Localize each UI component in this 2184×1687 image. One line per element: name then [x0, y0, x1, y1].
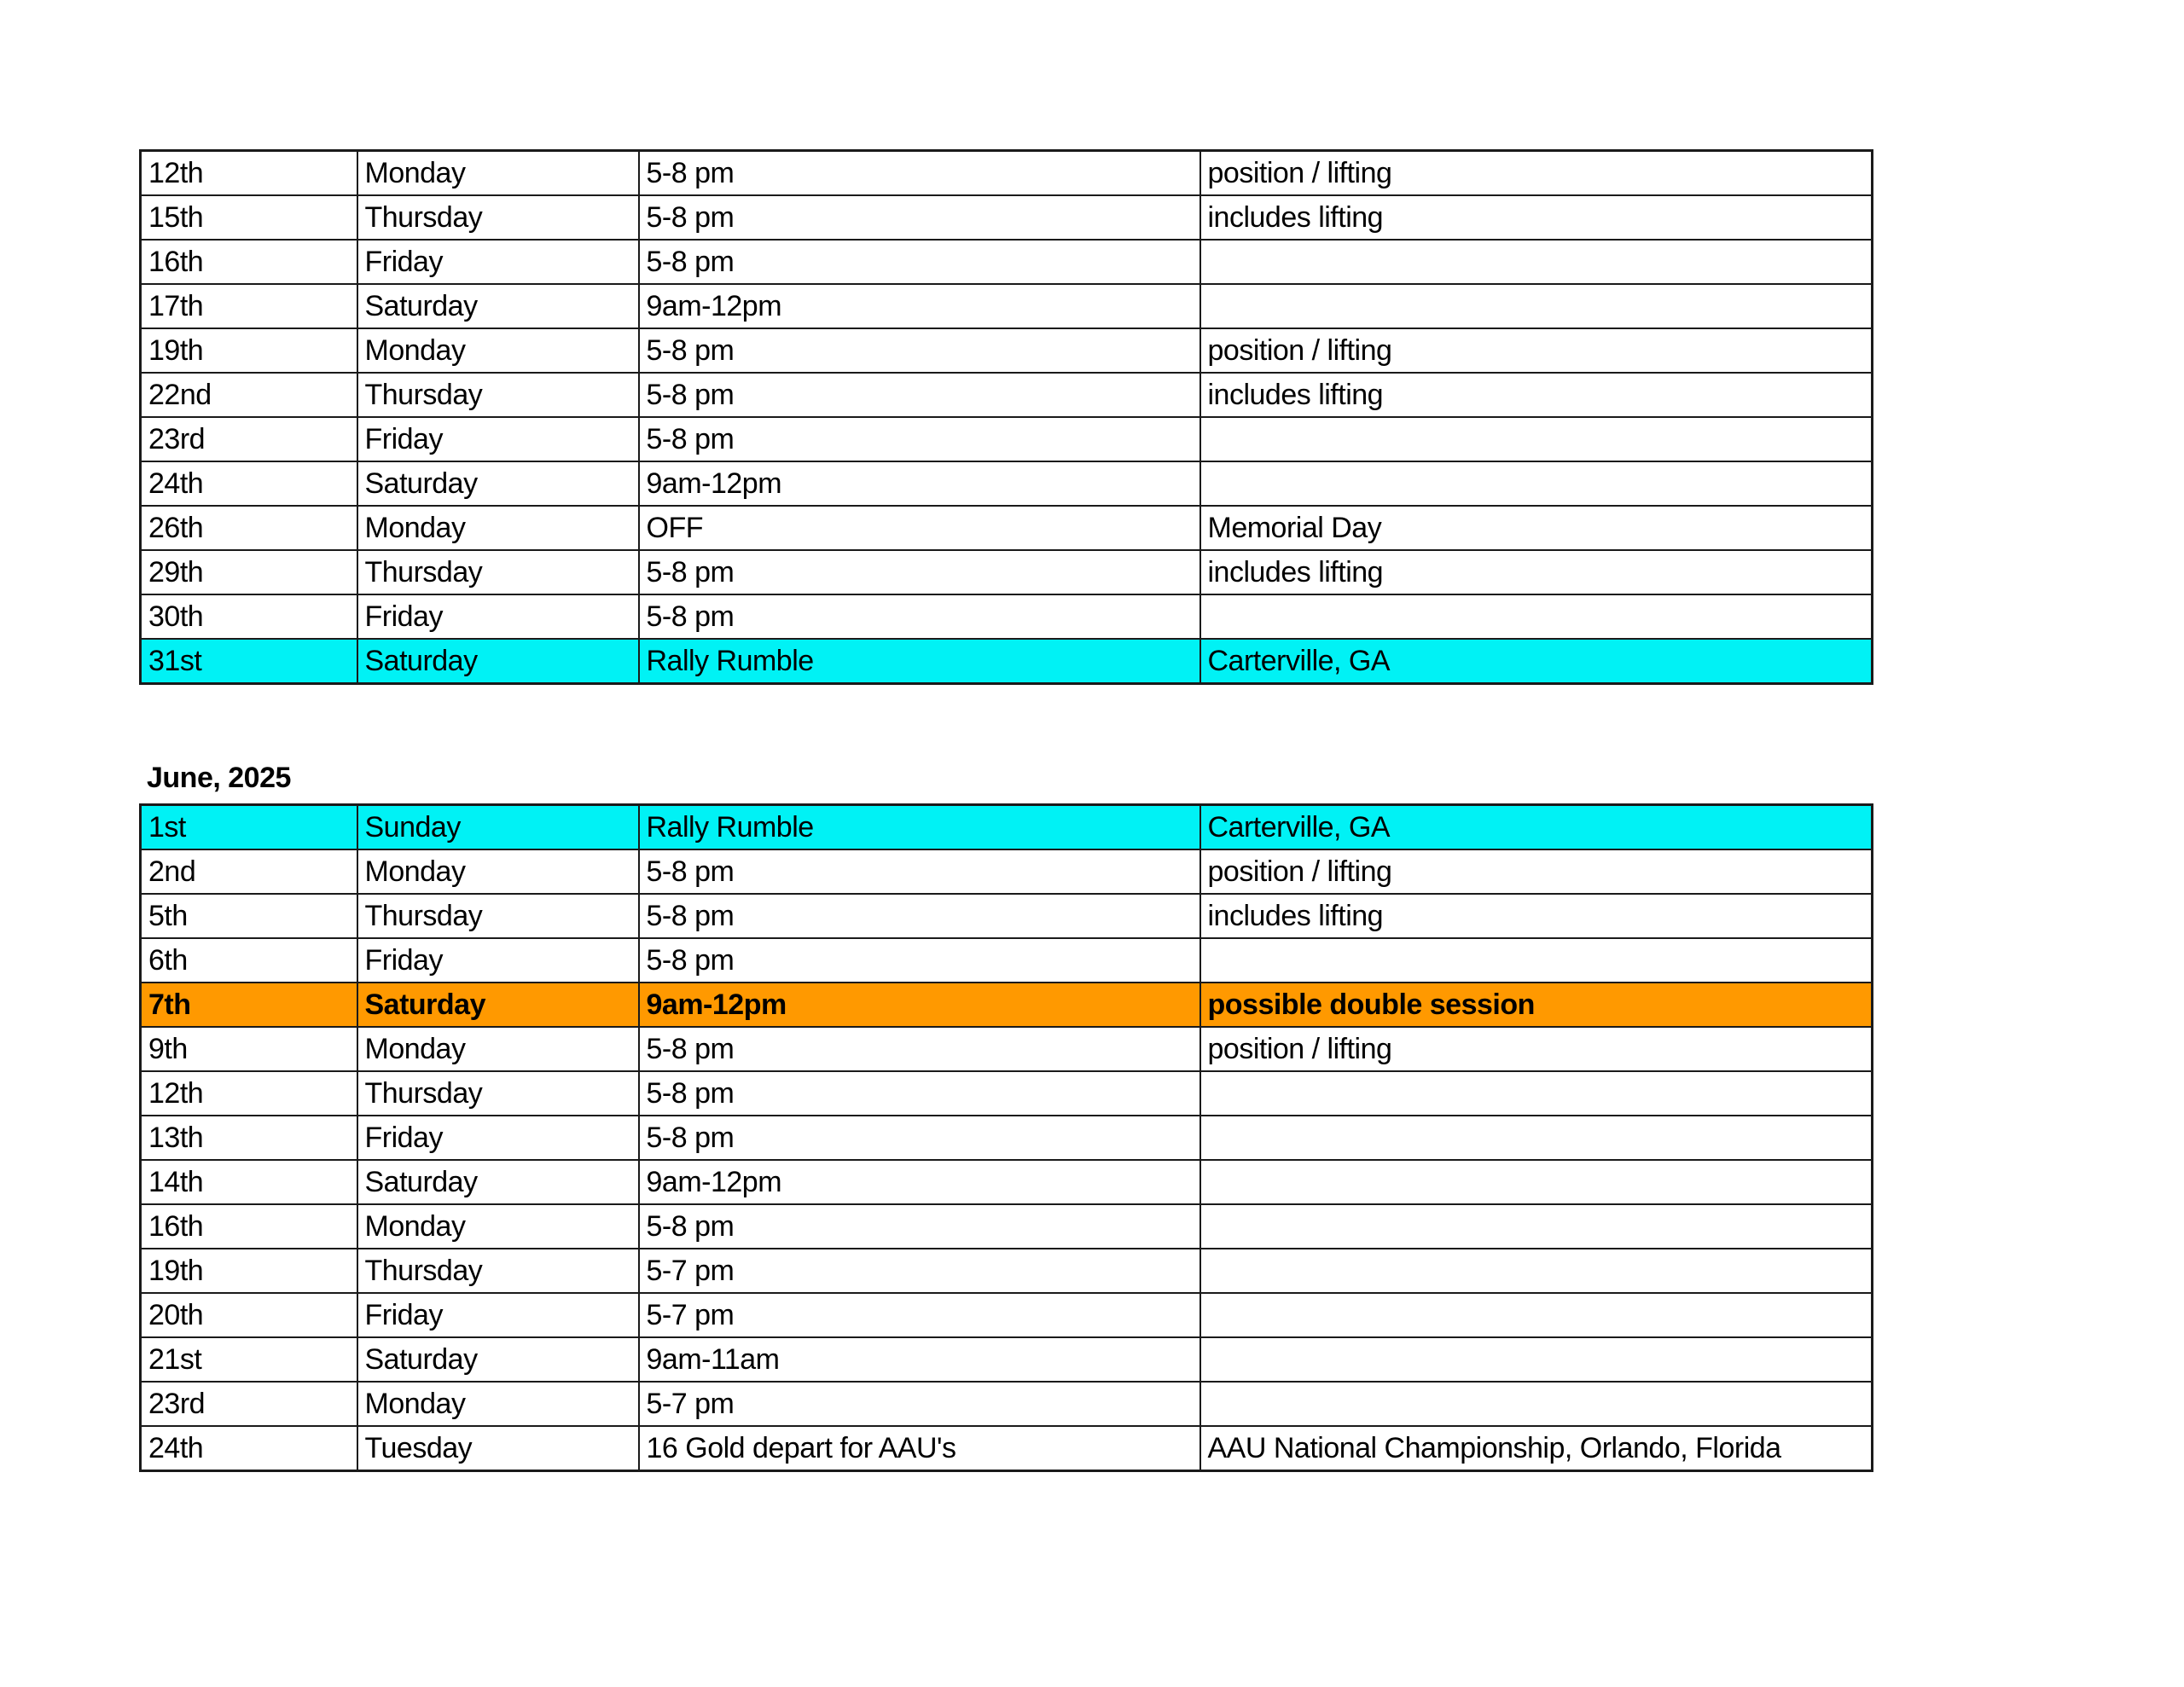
- cell-time: 5-8 pm: [639, 1071, 1200, 1116]
- cell-date: 17th: [141, 284, 357, 328]
- cell-date: 16th: [141, 1204, 357, 1249]
- cell-note: possible double session: [1200, 983, 1873, 1027]
- schedule-row: [141, 1382, 1873, 1426]
- cell-note: Memorial Day: [1200, 506, 1873, 550]
- cell-day: Friday: [357, 938, 639, 983]
- schedule-row: [141, 240, 1873, 284]
- cell-time: 9am-11am: [639, 1337, 1200, 1382]
- cell-day: Sunday: [357, 805, 639, 850]
- cell-note: [1200, 284, 1873, 328]
- cell-note: position / lifting: [1200, 849, 1873, 894]
- cell-note: [1200, 1293, 1873, 1337]
- cell-day: Monday: [357, 849, 639, 894]
- cell-note: [1200, 1337, 1873, 1382]
- cell-note: [1200, 1160, 1873, 1204]
- cell-date: 22nd: [141, 373, 357, 417]
- cell-day: Saturday: [357, 983, 639, 1027]
- cell-date: 12th: [141, 1071, 357, 1116]
- cell-note: Carterville, GA: [1200, 639, 1873, 684]
- cell-note: [1200, 461, 1873, 506]
- cell-note: [1200, 594, 1873, 639]
- cell-date: 31st: [141, 639, 357, 684]
- cell-date: 20th: [141, 1293, 357, 1337]
- cell-day: Friday: [357, 1293, 639, 1337]
- cell-date: 6th: [141, 938, 357, 983]
- cell-time: 9am-12pm: [639, 983, 1200, 1027]
- cell-date: 7th: [141, 983, 357, 1027]
- schedule-row: [141, 639, 1873, 684]
- cell-date: 24th: [141, 461, 357, 506]
- schedule-row: [141, 195, 1873, 240]
- cell-note: [1200, 938, 1873, 983]
- cell-note: position / lifting: [1200, 1027, 1873, 1071]
- cell-time: 5-8 pm: [639, 594, 1200, 639]
- cell-date: 1st: [141, 805, 357, 850]
- schedule-row: [141, 849, 1873, 894]
- schedule-row: [141, 894, 1873, 938]
- cell-day: Friday: [357, 594, 639, 639]
- cell-date: 21st: [141, 1337, 357, 1382]
- cell-time: 16 Gold depart for AAU's: [639, 1426, 1200, 1471]
- cell-note: [1200, 240, 1873, 284]
- cell-date: 14th: [141, 1160, 357, 1204]
- cell-time: 5-8 pm: [639, 849, 1200, 894]
- schedule-row: [141, 1337, 1873, 1382]
- schedule-row: [141, 1071, 1873, 1116]
- schedule-row: [141, 284, 1873, 328]
- cell-date: 19th: [141, 328, 357, 373]
- cell-day: Thursday: [357, 894, 639, 938]
- cell-date: 30th: [141, 594, 357, 639]
- cell-note: includes lifting: [1200, 894, 1873, 938]
- cell-note: [1200, 1249, 1873, 1293]
- cell-day: Monday: [357, 1027, 639, 1071]
- cell-date: 29th: [141, 550, 357, 594]
- schedule-row: [141, 506, 1873, 550]
- cell-time: 5-8 pm: [639, 151, 1200, 196]
- cell-day: Thursday: [357, 1249, 639, 1293]
- cell-day: Monday: [357, 1204, 639, 1249]
- cell-day: Saturday: [357, 284, 639, 328]
- cell-time: 5-8 pm: [639, 938, 1200, 983]
- cell-day: Saturday: [357, 1160, 639, 1204]
- cell-date: 5th: [141, 894, 357, 938]
- schedule-row: [141, 151, 1873, 196]
- june-section-title: June, 2025: [147, 762, 291, 794]
- cell-date: 2nd: [141, 849, 357, 894]
- cell-note: AAU National Championship, Orlando, Florida: [1200, 1426, 1873, 1471]
- cell-note: [1200, 1116, 1873, 1160]
- schedule-row: [141, 983, 1873, 1027]
- may-schedule-table: [139, 149, 1873, 685]
- cell-day: Monday: [357, 1382, 639, 1426]
- cell-time: Rally Rumble: [639, 805, 1200, 850]
- cell-time: Rally Rumble: [639, 639, 1200, 684]
- cell-time: 5-8 pm: [639, 195, 1200, 240]
- schedule-row: [141, 328, 1873, 373]
- schedule-row: [141, 1027, 1873, 1071]
- cell-date: 12th: [141, 151, 357, 196]
- cell-time: 5-8 pm: [639, 328, 1200, 373]
- cell-day: Thursday: [357, 195, 639, 240]
- cell-date: 16th: [141, 240, 357, 284]
- schedule-row: [141, 1204, 1873, 1249]
- cell-time: 5-7 pm: [639, 1382, 1200, 1426]
- schedule-row: [141, 1116, 1873, 1160]
- schedule-row: [141, 938, 1873, 983]
- cell-date: 24th: [141, 1426, 357, 1471]
- cell-time: 5-8 pm: [639, 1204, 1200, 1249]
- schedule-row: [141, 805, 1873, 850]
- schedule-row: [141, 1249, 1873, 1293]
- cell-day: Friday: [357, 417, 639, 461]
- cell-time: 5-8 pm: [639, 373, 1200, 417]
- cell-note: position / lifting: [1200, 151, 1873, 196]
- cell-time: 9am-12pm: [639, 461, 1200, 506]
- cell-date: 19th: [141, 1249, 357, 1293]
- schedule-row: [141, 417, 1873, 461]
- schedule-row: [141, 461, 1873, 506]
- cell-date: 26th: [141, 506, 357, 550]
- cell-day: Tuesday: [357, 1426, 639, 1471]
- cell-day: Thursday: [357, 550, 639, 594]
- cell-day: Monday: [357, 328, 639, 373]
- cell-time: 5-8 pm: [639, 417, 1200, 461]
- cell-note: Carterville, GA: [1200, 805, 1873, 850]
- cell-day: Thursday: [357, 1071, 639, 1116]
- cell-date: 9th: [141, 1027, 357, 1071]
- cell-time: 9am-12pm: [639, 1160, 1200, 1204]
- schedule-row: [141, 550, 1873, 594]
- cell-day: Saturday: [357, 1337, 639, 1382]
- cell-time: 5-7 pm: [639, 1249, 1200, 1293]
- cell-note: includes lifting: [1200, 373, 1873, 417]
- cell-time: 5-8 pm: [639, 1116, 1200, 1160]
- cell-time: 5-8 pm: [639, 894, 1200, 938]
- june-schedule-table: [139, 803, 1873, 1472]
- cell-day: Monday: [357, 506, 639, 550]
- schedule-row: [141, 1293, 1873, 1337]
- june-schedule-body: [141, 805, 1873, 1471]
- cell-date: 13th: [141, 1116, 357, 1160]
- cell-note: includes lifting: [1200, 550, 1873, 594]
- cell-note: [1200, 1071, 1873, 1116]
- schedule-row: [141, 373, 1873, 417]
- cell-note: [1200, 417, 1873, 461]
- cell-day: Monday: [357, 151, 639, 196]
- cell-time: 5-8 pm: [639, 550, 1200, 594]
- cell-day: Friday: [357, 240, 639, 284]
- cell-note: includes lifting: [1200, 195, 1873, 240]
- cell-time: 9am-12pm: [639, 284, 1200, 328]
- cell-time: OFF: [639, 506, 1200, 550]
- cell-time: 5-8 pm: [639, 1027, 1200, 1071]
- cell-time: 5-7 pm: [639, 1293, 1200, 1337]
- cell-day: Saturday: [357, 639, 639, 684]
- cell-note: [1200, 1382, 1873, 1426]
- cell-day: Thursday: [357, 373, 639, 417]
- cell-time: 5-8 pm: [639, 240, 1200, 284]
- schedule-row: [141, 1426, 1873, 1471]
- cell-date: 23rd: [141, 417, 357, 461]
- cell-day: Friday: [357, 1116, 639, 1160]
- may-schedule-body: [141, 151, 1873, 684]
- schedule-row: [141, 1160, 1873, 1204]
- cell-note: [1200, 1204, 1873, 1249]
- cell-date: 15th: [141, 195, 357, 240]
- cell-day: Saturday: [357, 461, 639, 506]
- cell-date: 23rd: [141, 1382, 357, 1426]
- schedule-row: [141, 594, 1873, 639]
- cell-note: position / lifting: [1200, 328, 1873, 373]
